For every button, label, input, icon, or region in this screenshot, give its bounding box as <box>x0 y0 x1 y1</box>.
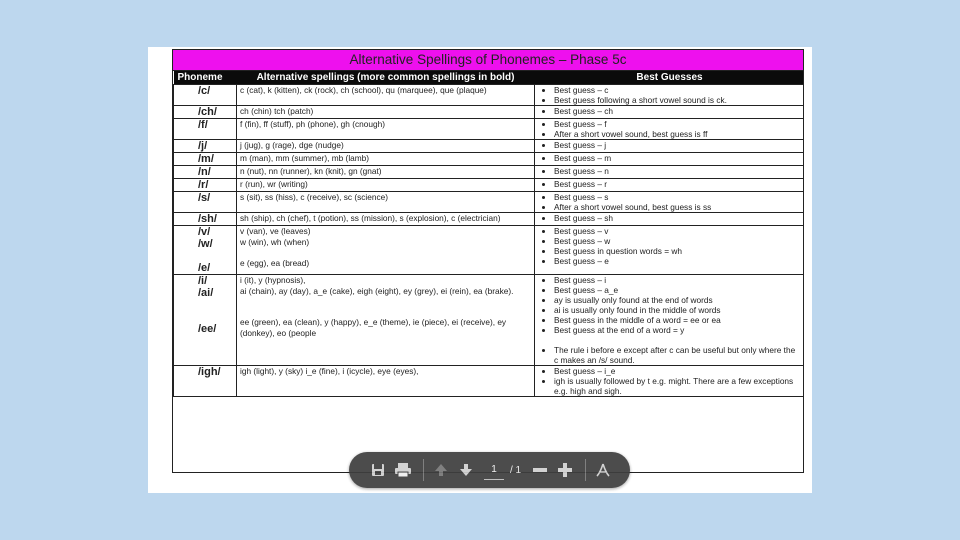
spellings-text: s (sit), ss (hiss), c (receive), sc (science) <box>240 192 388 202</box>
spellings-text: sh (ship), ch (chef), t (potion), ss (mission), s (explosion), c (electrician) <box>240 213 501 223</box>
guess-item: • Best guess – r <box>554 179 801 189</box>
guesses-cell <box>535 275 805 366</box>
guesses-list <box>538 213 801 223</box>
guess-item: • Best guess – sh <box>554 213 801 223</box>
guesses-cell <box>535 140 805 153</box>
guesses-cell <box>535 226 805 275</box>
phoneme-label: /i/ <box>198 275 208 287</box>
spellings-text: v (van), ve (leaves) w (win), wh (when) e (egg), ea (bread) <box>240 226 311 268</box>
guesses-cell <box>535 366 805 397</box>
spellings-text: j (jug), g (rage), dge (nudge) <box>240 140 344 150</box>
guesses-cell <box>535 166 805 179</box>
phoneme-cell <box>174 226 237 275</box>
phoneme-cell <box>174 153 237 166</box>
phoneme-cell <box>174 85 237 106</box>
phoneme-cell <box>174 106 237 119</box>
spellings-text: c (cat), k (kitten), ck (rock), ch (school), qu (marquee), que (plaque) <box>240 85 487 95</box>
guesses-cell <box>535 153 805 166</box>
phoneme-table <box>173 71 804 397</box>
header-guesses: Best Guesses <box>535 71 805 85</box>
guesses-list <box>538 153 801 163</box>
guesses-list <box>538 140 801 150</box>
next-page-icon[interactable] <box>455 459 477 481</box>
guess-item: • Best guess – n <box>554 166 801 176</box>
guess-item: • Best guess – f <box>554 119 801 129</box>
guess-item: • Best guess – c <box>554 85 801 95</box>
spellings-cell <box>237 226 535 275</box>
spellings-text: i (it), y (hypnosis), ai (chain), ay (day), a_e (cake), eigh (eight), ey (grey), ei (rein), ea (brake). ee (green), ea (clean), y (happy), e_e (theme), ie (piece), ei (receive), ey (donkey), eo (people <box>240 275 514 338</box>
phoneme-label: /ch/ <box>198 106 217 118</box>
guess-item: • Best guess in question words = wh <box>554 246 801 256</box>
guess-item: • Best guess – i <box>554 275 801 285</box>
phoneme-label: /sh/ <box>198 213 217 225</box>
table-row <box>174 192 805 213</box>
phoneme-label <box>198 299 233 311</box>
table-row <box>174 275 805 366</box>
table-row <box>174 153 805 166</box>
guess-item: • Best guess – s <box>554 192 801 202</box>
guesses-cell <box>535 179 805 192</box>
zoom-in-icon[interactable] <box>554 459 576 481</box>
spellings-text: r (run), wr (writing) <box>240 179 308 189</box>
phoneme-cell <box>174 166 237 179</box>
guesses-list <box>538 166 801 176</box>
phoneme-label <box>198 250 233 262</box>
page-total: / 1 <box>510 464 522 476</box>
phoneme-label <box>198 311 233 323</box>
spellings-text: ch (chin) tch (patch) <box>240 106 314 116</box>
spellings-cell <box>237 85 535 106</box>
phoneme-cell <box>174 275 237 366</box>
guess-item: • ay is usually only found at the end of words <box>554 295 801 305</box>
phoneme-cell <box>174 192 237 213</box>
guesses-cell <box>535 119 805 140</box>
guesses-cell <box>535 106 805 119</box>
guess-item: • ai is usually only found in the middle of words <box>554 305 801 315</box>
guess-item: • Best guess – e <box>554 256 801 266</box>
spellings-cell <box>237 153 535 166</box>
spellings-cell <box>237 366 535 397</box>
page-title: Alternative Spellings of Phonemes – Phase 5c <box>173 50 803 71</box>
guess-item: • Best guess – i_e <box>554 366 801 376</box>
phoneme-table-sheet <box>172 49 804 473</box>
guesses-cell <box>535 85 805 106</box>
spellings-cell <box>237 192 535 213</box>
table-row <box>174 366 805 397</box>
spellings-cell <box>237 106 535 119</box>
phoneme-label: /v/ <box>198 226 211 238</box>
guess-item: • Best guess – a_e <box>554 285 801 295</box>
guesses-cell <box>535 192 805 213</box>
guesses-list <box>538 179 801 189</box>
guess-item: • Best guess following a short vowel sound is ck. <box>554 95 801 105</box>
guesses-list <box>538 106 801 116</box>
table-row <box>174 85 805 106</box>
spellings-text: n (nut), nn (runner), kn (knit), gn (gnat) <box>240 166 382 176</box>
spellings-cell <box>237 179 535 192</box>
guess-item: • Best guess – v <box>554 226 801 236</box>
save-icon[interactable] <box>367 459 389 481</box>
guess-item <box>554 335 801 345</box>
phoneme-label: /n/ <box>198 166 211 178</box>
header-spellings: Alternative spellings (more common spellings in bold) <box>237 71 535 85</box>
guesses-list <box>538 366 801 396</box>
acrobat-icon[interactable] <box>592 459 614 481</box>
phoneme-cell <box>174 366 237 397</box>
table-header-row <box>174 71 805 85</box>
zoom-out-icon[interactable] <box>529 459 551 481</box>
table-row <box>174 213 805 226</box>
spellings-cell <box>237 213 535 226</box>
phoneme-label: /r/ <box>198 179 209 191</box>
guess-item: • Best guess in the middle of a word = ee or ea <box>554 315 801 325</box>
guesses-list <box>538 275 801 365</box>
guess-item: • Best guess – m <box>554 153 801 163</box>
phoneme-label: /m/ <box>198 153 214 165</box>
print-icon[interactable] <box>392 459 414 481</box>
spellings-cell <box>237 140 535 153</box>
guess-item: • Best guess at the end of a word = y <box>554 325 801 335</box>
phoneme-label: /ee/ <box>198 323 217 335</box>
spellings-cell <box>237 166 535 179</box>
pdf-toolbar <box>349 452 630 488</box>
table-row <box>174 106 805 119</box>
guesses-list <box>538 192 801 212</box>
phoneme-label: /igh/ <box>198 366 221 378</box>
spellings-text: igh (light), y (sky) i_e (fine), i (icycle), eye (eyes), <box>240 366 419 376</box>
guess-item: • Best guess – j <box>554 140 801 150</box>
phoneme-label: /ai/ <box>198 287 214 299</box>
phoneme-label: /c/ <box>198 85 211 97</box>
spellings-text: m (man), mm (summer), mb (lamb) <box>240 153 370 163</box>
phoneme-label: /s/ <box>198 192 211 204</box>
spellings-text: f (fin), ff (stuff), ph (phone), gh (cnough) <box>240 119 385 129</box>
guess-item: • After a short vowel sound, best guess is ss <box>554 202 801 212</box>
phoneme-label: /e/ <box>198 262 211 274</box>
table-row <box>174 226 805 275</box>
phoneme-label: /w/ <box>198 238 213 250</box>
guess-item: • Best guess – w <box>554 236 801 246</box>
guesses-list <box>538 226 801 266</box>
page-number-input[interactable]: 1 <box>484 461 504 480</box>
guesses-list <box>538 119 801 139</box>
guess-item: • The rule i before e except after c can be useful but only where the c makes an /s/ sound. <box>554 345 801 365</box>
phoneme-label: /f/ <box>198 119 208 131</box>
guess-item: • Best guess – ch <box>554 106 801 116</box>
guess-item: • igh is usually followed by t e.g. might. There are a few exceptions e.g. high and sigh. <box>554 376 801 396</box>
guess-item: • After a short vowel sound, best guess is ff <box>554 129 801 139</box>
toolbar-divider <box>585 459 586 481</box>
phoneme-cell <box>174 140 237 153</box>
table-row <box>174 140 805 153</box>
document-page <box>148 47 812 493</box>
table-row <box>174 166 805 179</box>
table-row <box>174 119 805 140</box>
guesses-cell <box>535 213 805 226</box>
toolbar-divider <box>423 459 424 481</box>
header-phoneme: Phoneme <box>174 71 237 85</box>
previous-page-icon[interactable] <box>430 459 452 481</box>
phoneme-label: /j/ <box>198 140 208 152</box>
phoneme-cell <box>174 213 237 226</box>
spellings-cell <box>237 275 535 366</box>
spellings-cell <box>237 119 535 140</box>
table-row <box>174 179 805 192</box>
phoneme-cell <box>174 119 237 140</box>
phoneme-cell <box>174 179 237 192</box>
guesses-list <box>538 85 801 105</box>
